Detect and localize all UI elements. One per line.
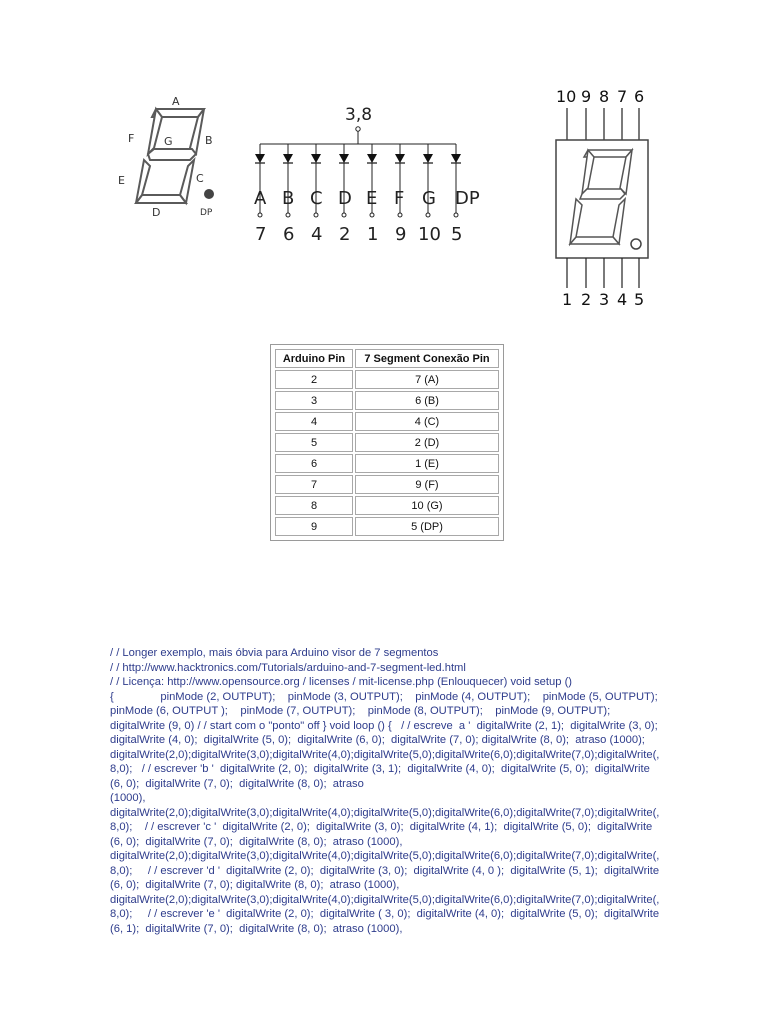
segment-name-label: D bbox=[338, 188, 352, 209]
code-line: (1000), digitalWrite(2,0);digitalWrite(3,0);digitalWrite(4,0);digitalWrite(5,0);digitalWrite(6,0);digitalWrite(7,0);digitalWrite(,8,0); / / escrever 'c ' digitalWrite (2, 0); digitalWrite (3, 0); digitalWrite (4, 1); digitalWrite (5, 0); digitalWrite (6, 0); digitalWrite (7, 0); digitalWrite (8, 0); atraso (1000), bbox=[110, 792, 660, 848]
segment-name-label: DP bbox=[455, 188, 480, 209]
package-segment-g bbox=[580, 189, 625, 199]
segment-d-shape bbox=[136, 195, 186, 203]
diode-pin-terminal bbox=[258, 213, 262, 217]
segment-pin-number: 7 bbox=[255, 224, 267, 245]
segment-name-label: G bbox=[422, 188, 436, 209]
common-pin-terminal bbox=[356, 127, 360, 131]
segment-pin-cell: 4 (C) bbox=[355, 412, 499, 431]
label-e: E bbox=[118, 174, 125, 187]
label-b: B bbox=[205, 134, 213, 147]
segment-pin-cell: 10 (G) bbox=[355, 496, 499, 515]
diode-group bbox=[254, 144, 480, 245]
segment-pin-cell: 1 (E) bbox=[355, 454, 499, 473]
diode-pin-terminal bbox=[314, 213, 318, 217]
bottom-pin-number: 2 bbox=[581, 290, 592, 309]
code-listing bbox=[110, 646, 671, 936]
label-d: D bbox=[152, 206, 161, 219]
segment-name-label: F bbox=[394, 188, 405, 209]
code-line: digitalWrite(2,0);digitalWrite(3,0);digitalWrite(4,0);digitalWrite(5,0);digitalWrite(6,0);digitalWrite(7,0);digitalWrite(,8,0); / / escrever 'e ' digitalWrite (2, 0); digitalWrite ( 3, 0); digitalWrite (4, 0); digitalWrite (5, 0); digitalWrite (6, 1); digitalWrite (7, 0); digitalWrite (8, 0); atraso (1000), bbox=[110, 893, 663, 935]
diode-pin-terminal bbox=[370, 213, 374, 217]
package-segment-d bbox=[570, 237, 619, 244]
arduino-pin-cell: 8 bbox=[275, 496, 353, 515]
table-row bbox=[275, 517, 499, 536]
arduino-pin-cell: 4 bbox=[275, 412, 353, 431]
segment-pin-number: 10 bbox=[418, 224, 441, 245]
table-row bbox=[275, 391, 499, 410]
arduino-pin-cell: 6 bbox=[275, 454, 353, 473]
label-a: A bbox=[172, 95, 180, 108]
pin-mapping-table-container bbox=[270, 344, 504, 541]
diode-symbol bbox=[283, 154, 293, 163]
diode-symbol bbox=[339, 154, 349, 163]
arduino-pin-cell: 5 bbox=[275, 433, 353, 452]
common-pin-label: 3,8 bbox=[345, 105, 373, 125]
code-line: / / Longer exemplo, mais óbvia para Arduino visor de 7 segmentos bbox=[110, 647, 439, 659]
segment-pin-number: 2 bbox=[339, 224, 351, 245]
top-pin-number: 7 bbox=[617, 87, 628, 106]
diode-pin-terminal bbox=[286, 213, 290, 217]
arduino-pin-cell: 9 bbox=[275, 517, 353, 536]
table-row bbox=[275, 454, 499, 473]
label-dp: DP bbox=[200, 208, 213, 218]
top-pin-number: 8 bbox=[599, 87, 610, 106]
bottom-pin-leads bbox=[567, 258, 639, 288]
segment-name-label: C bbox=[310, 188, 323, 209]
bottom-pin-number: 5 bbox=[634, 290, 645, 309]
label-c: C bbox=[196, 172, 204, 185]
segment-pin-cell: 2 (D) bbox=[355, 433, 499, 452]
segment-name-label: E bbox=[366, 188, 378, 209]
bottom-pin-number: 4 bbox=[617, 290, 628, 309]
diode-pin-terminal bbox=[398, 213, 402, 217]
segment-name-label: B bbox=[282, 188, 295, 209]
segment-pin-cell: 9 (F) bbox=[355, 475, 499, 494]
top-pin-number: 6 bbox=[634, 87, 645, 106]
pin-mapping-table bbox=[273, 347, 501, 538]
table-row bbox=[275, 370, 499, 389]
table-row bbox=[275, 412, 499, 431]
diode-symbol bbox=[367, 154, 377, 163]
diode-symbol bbox=[423, 154, 433, 163]
bottom-pin-number: 1 bbox=[562, 290, 573, 309]
segment-pin-cell: 5 (DP) bbox=[355, 517, 499, 536]
code-line: digitalWrite(2,0);digitalWrite(3,0);digitalWrite(4,0);digitalWrite(5,0);digitalWrite(6,0);digitalWrite(7,0);digitalWrite(,8,0); / / escrever 'd ' digitalWrite (2, 0); digitalWrite (3, 0); digitalWrite (4, 0 ); digitalWrite (5, 1); digitalWrite (6, 0); digitalWrite (7, 0); digitalWrite (8, 0); atraso (1000), bbox=[110, 850, 663, 891]
package-decimal-point bbox=[631, 239, 641, 249]
diode-pin-terminal bbox=[454, 213, 458, 217]
code-line: / / http://www.hacktronics.com/Tutorials/arduino-and-7-segment-led.html bbox=[110, 661, 466, 674]
segment-pin-number: 9 bbox=[395, 224, 407, 245]
segment-pin-number: 6 bbox=[283, 224, 295, 245]
arduino-pin-cell: 2 bbox=[275, 370, 353, 389]
label-g: G bbox=[164, 135, 173, 148]
code-line: / / Licença: http://www.opensource.org / licenses / mit-license.php (Enlouquecer) void setup () bbox=[110, 676, 573, 688]
code-line: digitalWrite(2,0);digitalWrite(3,0);digitalWrite(4,0);digitalWrite(5,0);digitalWrite(6,0);digitalWrite(7,0);digitalWrite(,8,0); / / escrever 'b ' digitalWrite (2, 0); digitalWrite (3, 1); digitalWrite (4, 0); digitalWrite (5, 0); digitalWrite (6, 0); digitalWrite (7, 0); digitalWrite (8, 0); atraso bbox=[110, 748, 660, 790]
top-pin-number: 9 bbox=[581, 87, 592, 106]
decimal-point-dot bbox=[204, 189, 214, 199]
bottom-pin-number: 3 bbox=[599, 290, 610, 309]
diode-symbol bbox=[255, 154, 265, 163]
bottom-pin-labels bbox=[562, 290, 644, 309]
arduino-pin-cell: 3 bbox=[275, 391, 353, 410]
segment-label-figure bbox=[112, 94, 222, 224]
header-arduino-pin: Arduino Pin bbox=[275, 349, 353, 368]
table-row bbox=[275, 433, 499, 452]
segment-f-shape bbox=[148, 109, 162, 154]
diode-symbol bbox=[311, 154, 321, 163]
segment-pin-number: 4 bbox=[311, 224, 323, 245]
header-segment-pin: 7 Segment Conexão Pin bbox=[355, 349, 499, 368]
segment-pin-cell: 7 (A) bbox=[355, 370, 499, 389]
table-header-row bbox=[275, 349, 499, 368]
arduino-pin-cell: 7 bbox=[275, 475, 353, 494]
top-pin-labels bbox=[556, 87, 644, 106]
diode-symbol bbox=[451, 154, 461, 163]
top-pin-number: 10 bbox=[556, 87, 577, 106]
diode-symbol bbox=[395, 154, 405, 163]
segment-pin-cell: 6 (B) bbox=[355, 391, 499, 410]
segment-g-shape bbox=[148, 149, 196, 160]
package-pinout-figure bbox=[548, 86, 660, 310]
code-line: { pinMode (2, OUTPUT); pinMode (3, OUTPUT); pinMode (4, OUTPUT); pinMode (5, OUTPUT); pinMode (6, OUTPUT ); pinMode (7, OUTPUT); pinMode (8, OUTPUT); pinMode (9, OUTPUT); digitalWrite (9, 0) / / start com o "ponto" off } void loop () { / / escreve a ' digitalWrite (2, 1); digitalWrite (3, 0); digitalWrite (4, 0); digitalWrite (5, 0); digitalWrite (6, 0); digitalWrite (7, 0); digitalWrite (8, 0); atraso (1000); bbox=[110, 690, 671, 746]
diode-pin-terminal bbox=[342, 213, 346, 217]
table-row bbox=[275, 496, 499, 515]
segment-pin-number: 1 bbox=[367, 224, 379, 245]
label-f: F bbox=[128, 132, 135, 145]
segment-name-label: A bbox=[254, 188, 267, 209]
table-row bbox=[275, 475, 499, 494]
diode-diagram bbox=[238, 100, 480, 250]
top-pin-leads bbox=[567, 108, 639, 140]
segment-pin-number: 5 bbox=[451, 224, 463, 245]
diode-pin-terminal bbox=[426, 213, 430, 217]
